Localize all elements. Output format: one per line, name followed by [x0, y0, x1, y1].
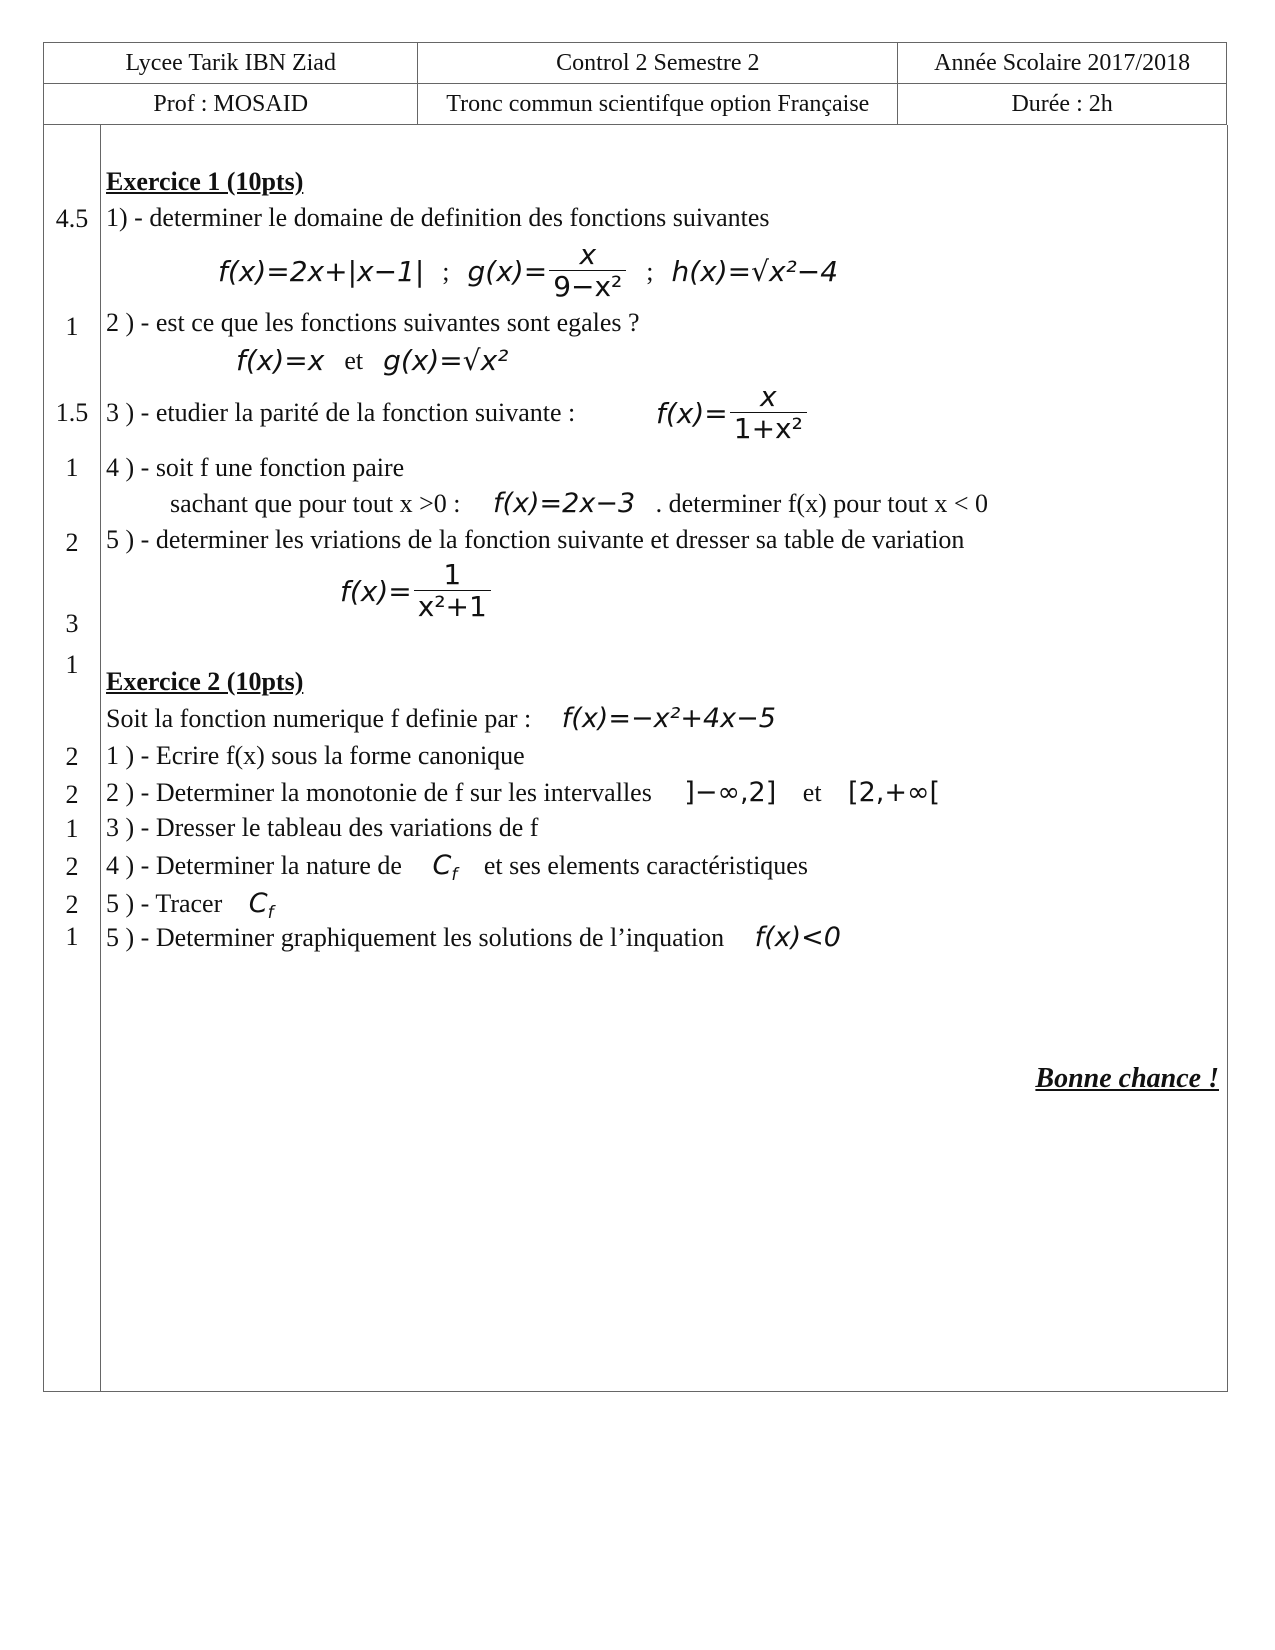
ex1-q1-f: f(x)=2x+|x−1|	[218, 255, 425, 288]
ex2-question-4	[106, 850, 808, 885]
school-name: Lycee Tarik IBN Ziad	[44, 43, 418, 84]
ex1-q5-function	[340, 560, 493, 623]
ex2-question-1: 1 ) - Ecrire f(x) sous la forme canonique	[106, 741, 525, 770]
ex1-q4-post: . determiner f(x) pour tout x < 0	[655, 489, 988, 518]
ex1-q5-numerator: 1	[443, 558, 462, 591]
mark-ex2-q2: 2	[65, 780, 79, 809]
school-year: Année Scolaire 2017/2018	[898, 43, 1227, 84]
ex2-q4-pre: 4 ) - Determiner la nature de	[106, 851, 402, 880]
ex1-question-4-detail	[170, 488, 988, 519]
teacher-name: Prof : MOSAID	[44, 84, 418, 125]
mark-ex1-q5: 2	[65, 528, 79, 557]
ex1-q2-f: f(x)=x	[236, 344, 325, 377]
marks-column-divider	[100, 125, 101, 1392]
mark-ex2-q5: 2	[65, 890, 79, 919]
ex2-intro-math: f(x)=−x²+4x−5	[561, 703, 776, 734]
ex2-q4-cf-sub: f	[451, 865, 458, 886]
ex2-intro	[106, 703, 776, 734]
ex1-q5-denominator: x²+1	[414, 590, 491, 623]
ex2-q5-cf: C	[248, 888, 268, 919]
ex1-question-3: 3 ) - etudier la parité de la fonction suivante :	[106, 398, 576, 427]
class-name: Tronc commun scientifque option Française	[418, 84, 898, 125]
ex1-q4-pre: sachant que pour tout x >0 :	[170, 489, 461, 518]
ex1-q3-lhs: f(x)=	[656, 397, 728, 430]
ex1-q5-fraction	[414, 560, 491, 623]
ex1-question-4: 4 ) - soit f une fonction paire	[106, 453, 405, 482]
ex2-q5-cf-sub: f	[267, 903, 274, 924]
ex2-question-6	[106, 922, 841, 953]
exam-title: Control 2 Semestre 2	[418, 43, 898, 84]
ex2-q2-et: et	[802, 778, 822, 807]
ex1-q1-g-lhs: g(x)=	[467, 255, 548, 288]
ex2-intro-text: Soit la fonction numerique f definie par :	[106, 704, 532, 733]
mark-ex1-q5-table: 3	[65, 609, 79, 638]
mark-ex1-q2: 1	[65, 312, 79, 341]
exam-duration: Durée : 2h	[898, 84, 1227, 125]
mark-ex1-q4: 1	[65, 453, 79, 482]
mark-ex2-q4: 2	[65, 852, 79, 881]
ex1-q1-h: h(x)=√x²−4	[671, 255, 839, 288]
mark-ex2-q3: 1	[65, 814, 79, 843]
ex1-q4-math: f(x)=2x−3	[493, 488, 636, 519]
ex2-q6-math: f(x)<0	[754, 922, 841, 953]
ex2-question-3: 3 ) - Dresser le tableau des variations de f	[106, 813, 539, 842]
ex2-q2-text: 2 ) - Determiner la monotonie de f sur les intervalles	[106, 778, 652, 807]
ex2-q6-text: 5 ) - Determiner graphiquement les solutions de l’inquation	[106, 923, 725, 952]
ex2-q4-post: et ses elements caractéristiques	[483, 851, 808, 880]
mark-ex1-q5-extra: 1	[65, 650, 79, 679]
ex1-q1-sep-2: ;	[646, 256, 654, 286]
mark-ex1-q1: 4.5	[55, 204, 89, 233]
ex1-q5-lhs: f(x)=	[340, 575, 412, 608]
header-table	[43, 42, 1227, 125]
ex2-q2-interval-2: [2,+∞[	[848, 777, 940, 808]
ex1-q3-denominator: 1+x²	[730, 412, 807, 445]
ex1-q3-fraction	[730, 382, 807, 445]
ex1-q2-g: g(x)=√x²	[383, 344, 509, 377]
ex1-q2-functions	[236, 344, 508, 377]
ex2-q4-cf: C	[432, 850, 452, 881]
mark-ex1-q3: 1.5	[55, 398, 89, 427]
ex2-question-2	[106, 777, 940, 808]
closing-message: Bonne chance !	[1035, 1063, 1219, 1094]
mark-ex2-q1: 2	[65, 742, 79, 771]
ex1-q3-numerator: x	[760, 380, 777, 413]
ex1-question-1: 1) - determiner le domaine de definition des fonctions suivantes	[106, 203, 770, 232]
ex2-question-5	[106, 888, 274, 923]
ex1-q3-function	[656, 382, 809, 445]
ex1-q1-g-fraction	[549, 240, 626, 303]
ex2-q5-text: 5 ) - Tracer	[106, 889, 223, 918]
ex2-q2-interval-1: ]−∞,2]	[684, 777, 777, 808]
ex1-question-5: 5 ) - determiner les vriations de la fonction suivante et dresser sa table de variation	[106, 525, 965, 554]
ex1-q1-sep-1: ;	[442, 256, 450, 286]
ex1-q2-et: et	[344, 345, 364, 375]
ex1-q1-g-numerator: x	[579, 238, 597, 271]
exercise-2-title: Exercice 2 (10pts)	[106, 667, 304, 696]
ex1-q1-g-denominator: 9−x²	[549, 270, 626, 303]
exercise-1-title: Exercice 1 (10pts)	[106, 167, 304, 196]
mark-ex2-q6: 1	[65, 922, 79, 951]
ex1-question-2: 2 ) - est ce que les fonctions suivantes sont egales ?	[106, 308, 640, 337]
ex1-q1-functions	[218, 240, 838, 303]
